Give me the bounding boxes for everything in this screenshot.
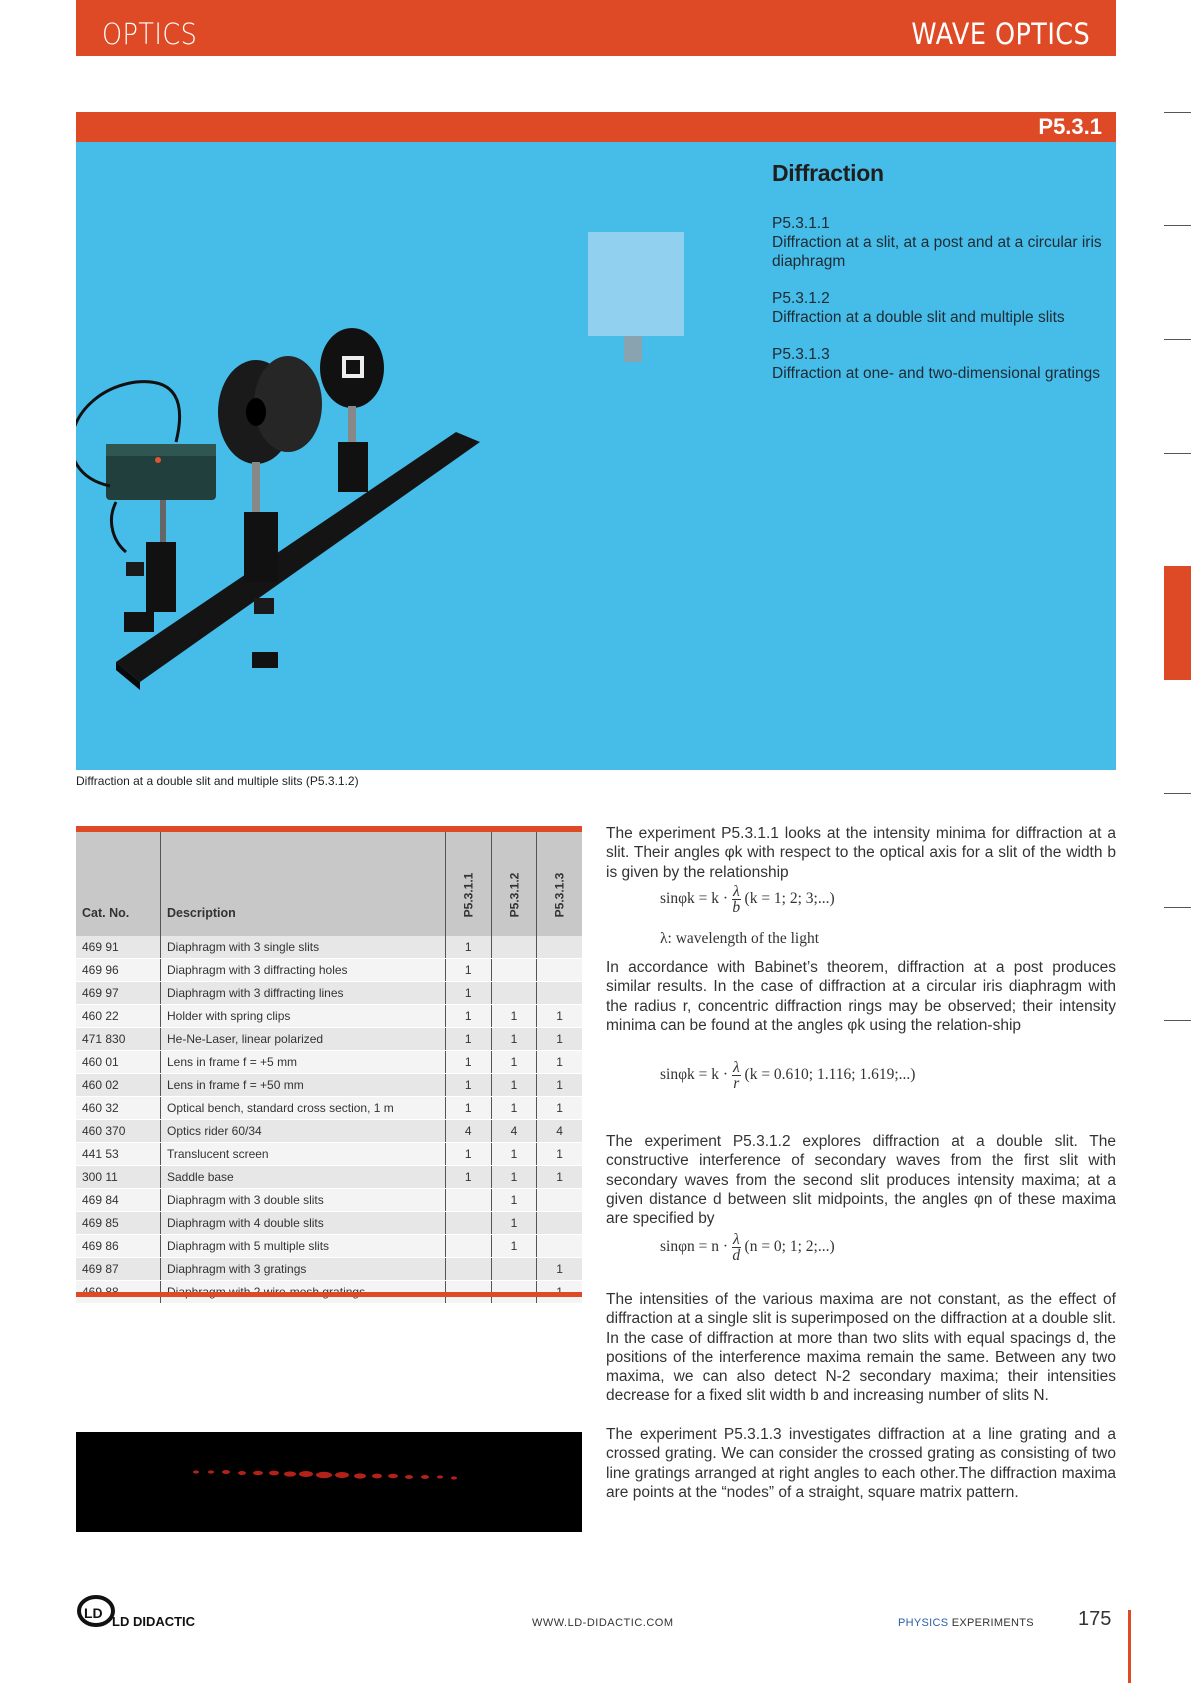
cell-cat-no: 460 370 [76,1120,161,1143]
bench-foot [124,612,154,632]
photo-caption: Diffraction at a double slit and multiple slits (P5.3.1.2) [76,774,359,788]
table-row [76,1166,582,1189]
cell-qty-exp3: 1 [537,1028,582,1051]
cell-cat-no: 460 32 [76,1097,161,1120]
cell-description: Translucent screen [161,1143,446,1166]
cell-qty-exp3: 1 [537,1097,582,1120]
section-code: P5.3.1 [1038,114,1102,139]
table-row [76,1189,582,1212]
table-header-row [76,832,582,936]
table-row [76,936,582,959]
cell-qty-exp2: 1 [491,1235,537,1258]
cell-qty-exp3: 1 [537,1143,582,1166]
paragraph-1: The experiment P5.3.1.1 looks at the intensity minima for diffraction at a slit. Their angles φk with respect to the optical axis for a slit of the width b is given by the relationship [606,825,1116,881]
cell-description: Diaphragm with 3 single slits [161,936,446,959]
header-bar [76,0,1116,56]
cell-qty-exp2 [491,1258,537,1281]
table-row [76,1051,582,1074]
cell-qty-exp1: 1 [445,1074,491,1097]
formula-3: sinφn = n · $\frac{\lambda}{d}$ (n = 0; 1; 2;...) [660,1231,835,1264]
experiment-id: P5.3.1.2 [772,290,830,307]
cell-cat-no: 300 11 [76,1166,161,1189]
col-header-cat: Cat. No. [76,832,161,936]
experiment-title: Diffraction at a slit, at a post and at a circular iris diaphragm [772,234,1102,270]
bench-foot [252,652,278,668]
cell-description: Diaphragm with 5 multiple slits [161,1235,446,1258]
cell-qty-exp3: 1 [537,1051,582,1074]
cell-qty-exp1: 1 [445,1166,491,1189]
index-tab-active [1164,566,1191,680]
experiment-title: Diffraction at a double slit and multiple slits [772,309,1065,326]
cell-qty-exp3: 1 [537,1166,582,1189]
experiment-item [772,214,1112,271]
cell-cat-no: 469 84 [76,1189,161,1212]
cell-qty-exp1: 1 [445,1097,491,1120]
paragraph-3: The experiment P5.3.1.2 explores diffraction at a double slit. The constructive interference of secondary waves from the first slit with secondary waves from the second slit produces intensity maxima; at a given distance d between slit midpoints, the angles φn of these maxima are specified by [606,1133,1116,1228]
cell-qty-exp1 [445,1235,491,1258]
cell-qty-exp2 [491,936,537,959]
formula-1: sinφk = k · $\frac{\lambda}{b}$ (k = 1; 2; 3;...) [660,883,835,916]
cell-description: He-Ne-Laser, linear polarized [161,1028,446,1051]
cell-qty-exp2: 1 [491,1028,537,1051]
cell-description: Diaphragm with 3 diffracting lines [161,982,446,1005]
index-tick [1164,907,1191,908]
cell-qty-exp2: 1 [491,1051,537,1074]
col-header-exp3: P5.3.1.3 [537,832,582,936]
screen-post [624,336,642,362]
cell-qty-exp3 [537,1189,582,1212]
paragraph-4: The intensities of the various maxima are not constant, as the effect of diffraction at a single slit is superimposed on the diffraction at a double slit. In the case of diffraction at more than two slits with equal spacings d, the positions of the interference maxima remain the same. Between any two maxima, we can also detect N-2 secondary maxima; their intensities decrease for a fixed slit width b and increasing number of slits N. [606,1291,1116,1405]
cell-cat-no: 469 87 [76,1258,161,1281]
formula-1-note: λ: wavelength of the light [660,930,820,947]
cell-cat-no: 469 85 [76,1212,161,1235]
table-bottom-rule [76,1292,582,1297]
cell-description: Diaphragm with 3 gratings [161,1258,446,1281]
cell-qty-exp3: 4 [537,1120,582,1143]
cell-description: Diaphragm with 3 diffracting holes [161,959,446,982]
experiment-item [772,345,1112,383]
cell-qty-exp2 [491,982,537,1005]
cell-qty-exp3 [537,936,582,959]
cell-qty-exp2: 1 [491,1097,537,1120]
cell-cat-no: 460 22 [76,1005,161,1028]
cell-qty-exp3 [537,1212,582,1235]
cell-cat-no: 471 830 [76,1028,161,1051]
experiment-item [772,289,1112,327]
cell-qty-exp1 [445,1189,491,1212]
cell-qty-exp1: 1 [445,1028,491,1051]
index-tick [1164,225,1191,226]
cell-description: Holder with spring clips [161,1005,446,1028]
cell-qty-exp1: 1 [445,936,491,959]
experiment-id: P5.3.1.3 [772,346,830,363]
cell-qty-exp2: 4 [491,1120,537,1143]
ld-didactic-logo [76,1590,196,1635]
section-title: Diffraction [772,160,884,186]
screen-shape [588,232,684,336]
table-row [76,1258,582,1281]
cell-description: Saddle base [161,1166,446,1189]
experiment-id: P5.3.1.1 [772,215,830,232]
cell-description: Lens in frame f = +5 mm [161,1051,446,1074]
cell-qty-exp1: 1 [445,1143,491,1166]
paragraph-2: In accordance with Babinet’s theorem, diffraction at a post produces similar results. In the case of diffraction at a circular iris diaphragm with the radius r, concentric diffraction rings may be observed; their intensity minima can be found at the angles φk using the relation-ship [606,959,1116,1034]
table-row [76,959,582,982]
cell-cat-no: 469 91 [76,936,161,959]
formula-2: sinφk = k · $\frac{\lambda}{r}$ (k = 0.610; 1.116; 1.619;...) [660,1059,916,1092]
cell-cat-no: 460 01 [76,1051,161,1074]
cell-qty-exp1: 1 [445,1051,491,1074]
page-number: 175 [1078,1608,1112,1630]
table-row [76,1074,582,1097]
footer-category: PHYSICS EXPERIMENTS [898,1617,1034,1629]
cell-qty-exp3: 1 [537,1258,582,1281]
index-tick [1164,1020,1191,1021]
cell-description: Lens in frame f = +50 mm [161,1074,446,1097]
cell-qty-exp3: 1 [537,1005,582,1028]
cell-qty-exp2: 1 [491,1074,537,1097]
cell-qty-exp3 [537,959,582,982]
cell-description: Diaphragm with 3 double slits [161,1189,446,1212]
cell-qty-exp2: 1 [491,1189,537,1212]
cell-description: Diaphragm with 4 double slits [161,1212,446,1235]
cell-cat-no: 441 53 [76,1143,161,1166]
col-header-desc: Description [161,832,446,936]
table-row [76,1143,582,1166]
diffraction-dots [76,1432,582,1532]
col-header-exp2: P5.3.1.2 [491,832,537,936]
table-row [76,982,582,1005]
index-tick [1164,453,1191,454]
footer-rule [1128,1610,1131,1683]
cell-cat-no: 469 97 [76,982,161,1005]
table-row [76,1235,582,1258]
section-strip [76,112,1116,142]
table-row [76,1005,582,1028]
cell-cat-no: 469 96 [76,959,161,982]
cell-qty-exp1: 1 [445,959,491,982]
svg-text:LD: LD [84,1605,103,1621]
cell-qty-exp2: 1 [491,1005,537,1028]
table-body [76,936,582,1304]
cell-qty-exp1 [445,1258,491,1281]
index-tick [1164,112,1191,113]
cell-qty-exp1: 1 [445,982,491,1005]
cell-qty-exp1 [445,1212,491,1235]
cell-qty-exp2: 1 [491,1143,537,1166]
experiment-title: Diffraction at one- and two-dimensional gratings [772,365,1100,382]
diffraction-pattern-photo [76,1432,582,1532]
cell-description: Optical bench, standard cross section, 1 m [161,1097,446,1120]
cell-qty-exp2: 1 [491,1212,537,1235]
footer-url[interactable]: WWW.LD-DIDACTIC.COM [532,1617,674,1629]
index-tick [1164,793,1191,794]
cell-qty-exp3: 1 [537,1074,582,1097]
table-row [76,1120,582,1143]
table-row [76,1028,582,1051]
cell-cat-no: 469 86 [76,1235,161,1258]
cell-qty-exp3 [537,1235,582,1258]
header-subcategory: WAVE OPTICS [911,17,1090,51]
cell-qty-exp2: 1 [491,1166,537,1189]
cell-qty-exp2 [491,959,537,982]
equipment-table [76,832,582,1304]
cell-qty-exp1: 1 [445,1005,491,1028]
index-tick [1164,339,1191,340]
table-row [76,1212,582,1235]
cell-cat-no: 460 02 [76,1074,161,1097]
brand-name: LD DIDACTIC [112,1614,196,1629]
paragraph-5: The experiment P5.3.1.3 investigates diffraction at a line grating and a crossed grating. We can consider the crossed grating as consisting of two line gratings arranged at right angles to each other.The diffraction maxima are points at the “nodes” of a straight, square matrix pattern. [606,1426,1116,1501]
cell-description: Optics rider 60/34 [161,1120,446,1143]
table-row [76,1097,582,1120]
header-category: OPTICS [102,17,198,51]
cell-qty-exp1: 4 [445,1120,491,1143]
col-header-exp1: P5.3.1.1 [445,832,491,936]
cell-qty-exp3 [537,982,582,1005]
